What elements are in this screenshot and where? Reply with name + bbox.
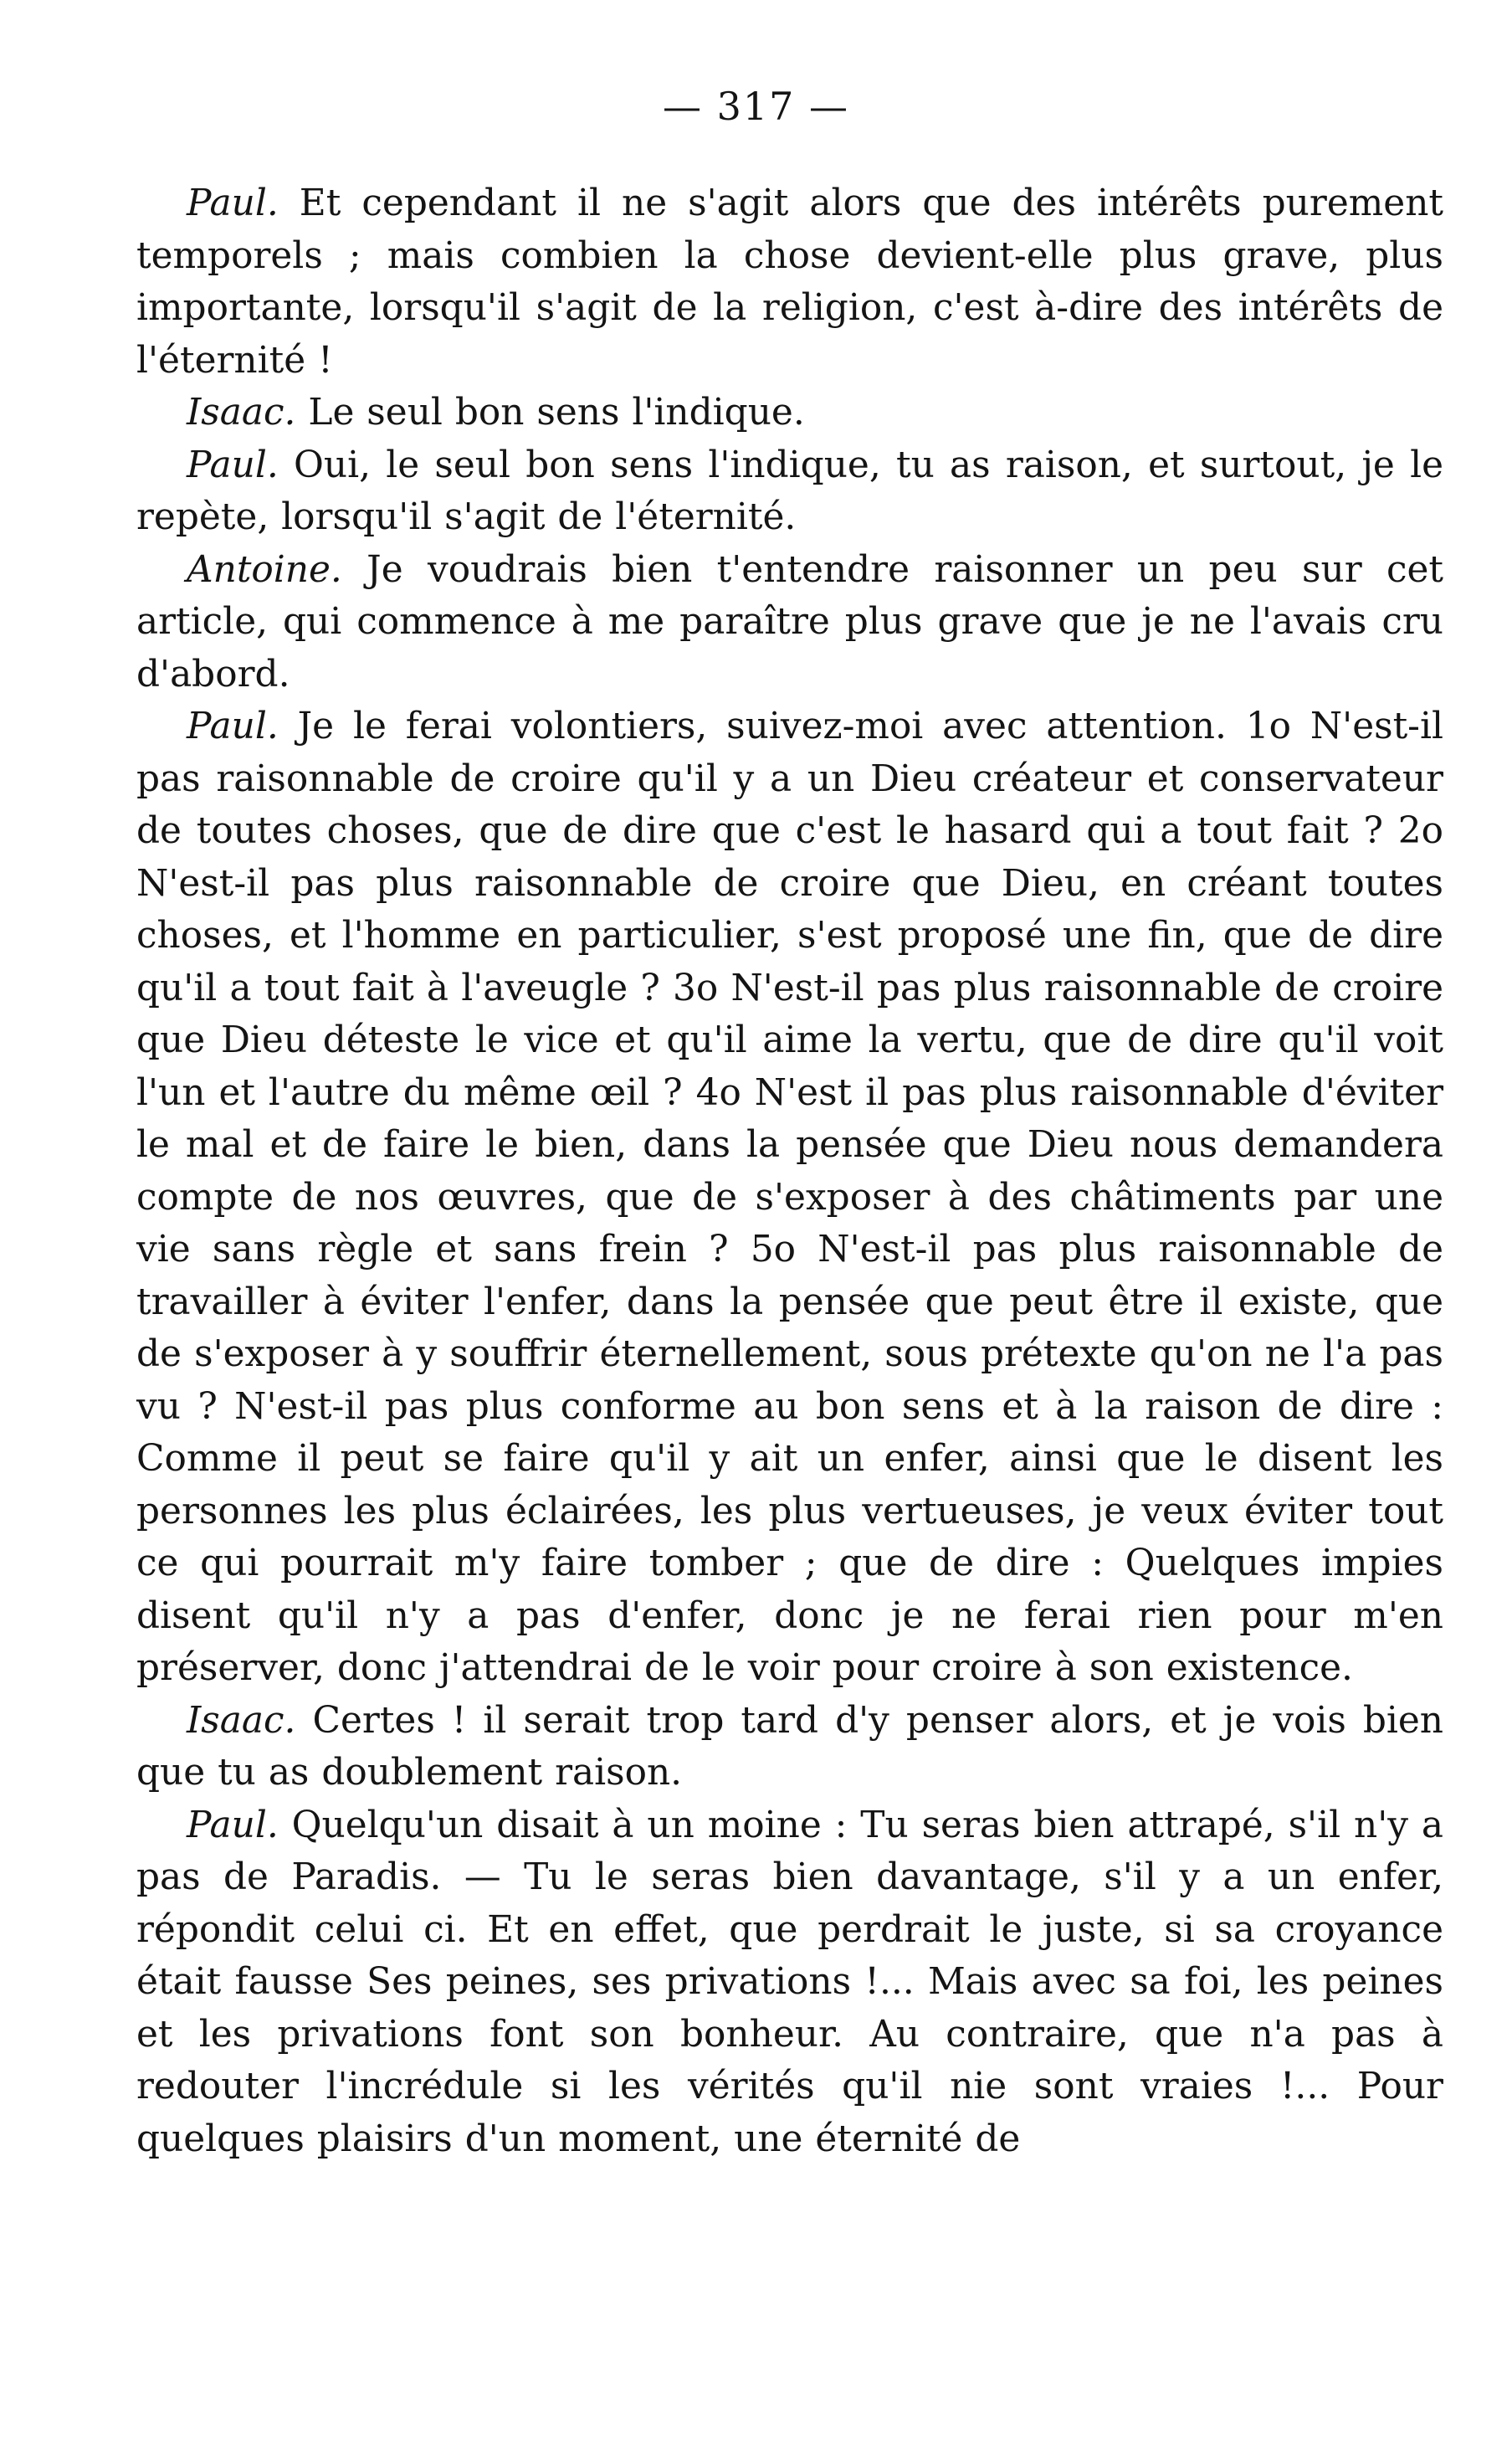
speaker-name: Isaac. — [187, 391, 296, 434]
paragraph-text: Quelqu'un disait à un moine : Tu seras bien attrapé, s'il n'y a pas de Paradis. — Tu le seras bien davantage, s'il y a un enfer, répondit celui ci. Et en effet, que perdrait le juste, si sa croyance était fausse Ses peines, ses privations !... Mais avec sa foi, les peines et les privations font son bonheur. Au contraire, que n'a pas à redouter l'incrédule si les vérités qu'il nie sont vraies !... Pour quelques plaisirs d'un moment, une éternité de — [136, 1803, 1443, 2160]
paragraph-text: Je voudrais bien t'entendre raisonner un peu sur cet article, qui commence à me paraître plus grave que je ne l'avais cru d'abord. — [136, 547, 1443, 696]
paragraph — [136, 439, 1443, 544]
paragraph-text: Et cependant il ne s'agit alors que des intérêts purement temporels ; mais combien la chose devient-elle plus grave, plus importante, lorsqu'il s'agit de la religion, c'est à-dire des intérêts de l'éternité ! — [136, 182, 1444, 382]
paragraph — [136, 701, 1443, 1695]
paragraph-text: Je le ferai volontiers, suivez-moi avec attention. 1o N'est-il pas raisonnable de croire qu'il y a un Dieu créateur et conservateur de toutes choses, que de dire que c'est le hasard qui a tout fait ? 2o N'est-il pas plus raisonnable de croire que Dieu, en créant toutes choses, et l'homme en particulier, s'est proposé une fin, que de dire qu'il a tout fait à l'aveugle ? 3o N'est-il pas plus raisonnable de croire que Dieu déteste le vice et qu'il aime la vertu, que de dire qu'il voit l'un et l'autre du même œil ? 4o N'est il pas plus raisonnable d'éviter le mal et de faire le bien, dans la pensée que Dieu nous demandera compte de nos œuvres, que de s'exposer à des châtiments par une vie sans règle et sans frein ? 5o N'est-il pas plus raisonnable de travailler à éviter l'enfer, dans la pensée que peut être il existe, que de s'exposer à y souffrir éternellement, sous prétexte qu'on ne l'a pas vu ? N'est-il pas plus conforme au bon sens et à la raison de dire : Comme il peut se faire qu'il y ait un enfer, ainsi que le disent les personnes les plus éclairées, les plus vertueuses, je veux éviter tout ce qui pourrait m'y faire tomber ; que de dire : Quelques impies disent qu'il n'y a pas d'enfer, donc je ne ferai rien pour m'en préserver, donc j'attendrai de le voir pour croire à son existence. — [136, 705, 1443, 1689]
paragraph-text: Le seul bon sens l'indique. — [308, 391, 805, 434]
page-number: — 317 — — [662, 84, 850, 129]
speaker-name: Isaac. — [187, 1698, 296, 1742]
paragraph — [136, 544, 1443, 701]
speaker-name: Paul. — [187, 705, 279, 747]
paragraph-text: Oui, le seul bon sens l'indique, tu as raison, et surtout, je le repète, lorsqu'il s'agit de l'éternité. — [136, 443, 1444, 538]
speaker-name: Paul. — [187, 1803, 279, 1846]
speaker-name: Paul. — [187, 182, 279, 224]
paragraph — [136, 177, 1443, 387]
speaker-name: Antoine. — [187, 547, 342, 591]
paragraph — [136, 387, 1443, 439]
dialogue-text — [136, 177, 1443, 2165]
paragraph — [136, 1695, 1443, 1799]
paragraph-text: Certes ! il serait trop tard d'y penser alors, et je vois bien que tu as doublement raison. — [136, 1698, 1443, 1794]
speaker-name: Paul. — [187, 443, 279, 486]
paragraph — [136, 1799, 1443, 2166]
